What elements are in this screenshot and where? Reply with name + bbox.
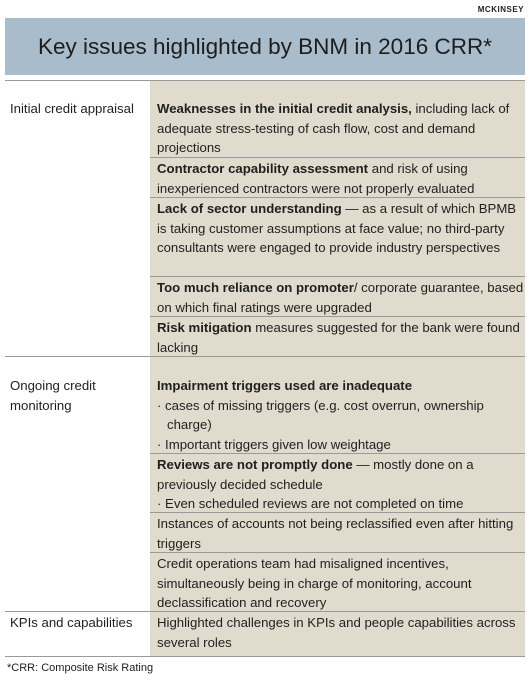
row-detail: Highlighted challenges in KPIs and people capabilities across several roles [157,615,516,650]
row-text [157,554,525,613]
row-text [157,278,525,317]
divider-line [150,453,525,454]
page-title: Key issues highlighted by BNM in 2016 CRR* [38,33,492,59]
row-lead: Too much reliance on promoter [157,280,354,295]
row-detail: including lack of adequate stress-testing of cash flow, cost and demand projections [157,101,510,155]
row-detail: Instances of accounts not being reclassified even after hitting triggers [157,516,514,551]
row-category: Initial credit appraisal [10,101,134,116]
row-lead: Weaknesses in the initial credit analysis, [157,101,412,116]
row-lead: Lack of sector understanding [157,201,342,216]
bullet-item: · cases of missing triggers (e.g. cost overrun, ownership charge) [157,397,484,432]
divider-line [150,512,525,513]
divider-line [150,316,525,317]
row-text [157,514,525,553]
row-text [157,376,525,454]
row-text [157,199,525,258]
row-detail: — as a result of which BPMB is taking customer assumptions at face value; no third-party consultants were engaged to provide industry perspectives [157,201,517,255]
divider-line [5,356,525,357]
row-lead: Risk mitigation [157,320,252,335]
row-text [157,318,525,357]
divider-line [150,197,525,198]
row-category: Ongoing credit monitoring [10,378,96,413]
row-text [157,613,525,652]
row-text [157,159,525,198]
source-label: MCKINSEY [477,5,524,14]
row-lead: Contractor capability assessment [157,161,369,176]
title-bar [5,18,525,75]
row-category: KPIs and capabilities [10,615,133,630]
row-lead: Impairment triggers used are inadequate [157,378,413,393]
row-text [157,99,525,158]
divider-line [150,276,525,277]
divider-line [5,80,525,81]
row-detail: measures suggested for the bank were found lacking [157,320,520,355]
row-detail: and risk of using inexperienced contractors were not properly evaluated [157,161,475,196]
row-detail: — mostly done on a previously decided schedule [157,457,474,492]
row-lead: Reviews are not promptly done [157,457,353,472]
footnote: *CRR: Composite Risk Rating [7,662,154,674]
row-text [157,455,525,514]
divider-line [5,656,525,657]
row-detail: Credit operations team had misaligned incentives, simultaneously being in charge of monitoring, account declassification and recovery [157,556,472,610]
divider-line [150,157,525,158]
row-detail: / corporate guarantee, based on which final ratings were upgraded [157,280,524,315]
divider-line [150,552,525,553]
bullet-item: · Important triggers given low weightage [157,436,391,452]
divider-line [5,611,525,612]
bullet-item: · Even scheduled reviews are not completed on time [157,496,464,511]
